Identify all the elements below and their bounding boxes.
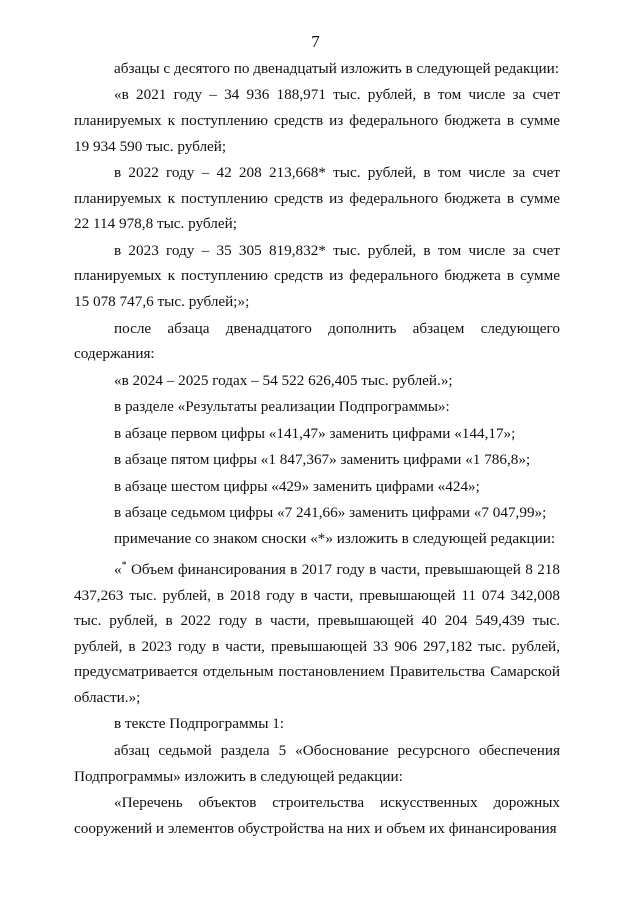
- footnote-open-quote: «: [114, 560, 122, 578]
- document-body: [74, 56, 560, 842]
- paragraph-sixth-figures: в абзаце шестом цифры «429» заменить цифрами «424»;: [114, 477, 480, 495]
- paragraph-after-twelfth: после абзаца двенадцатого дополнить абзацем следующего содержания:: [74, 319, 560, 363]
- paragraph-subprogram-text: в тексте Подпрограммы 1:: [114, 715, 285, 733]
- paragraph-1: абзацы с десятого по двенадцатый изложить в следующей редакции:: [114, 60, 559, 77]
- paragraph-2022: в 2022 году – 42 208 213,668* тыс. рублей, в том числе за счет планируемых к поступлению средств из федерального бюджета в сумме 22 114 978,8 тыс. рублей;: [74, 164, 560, 233]
- footnote-text: Объем финансирования в 2017 году в части, превышающей 8 218 437,263 тыс. рублей, в 2018 году в части, превышающей 11 074 342,008 тыс. рублей, в 2022 году в части, превышающей 40 204 549,439 тыс. рублей, в 2023 году в части, превышающей 33 906 297,182 тыс. рублей, предусматривается отдельным постановлением Правительства Самарской области.»;: [74, 560, 560, 706]
- paragraph-first-figures: в абзаце первом цифры «141,47» заменить цифрами «144,17»;: [114, 424, 516, 442]
- paragraph-seventh-figures: в абзаце седьмом цифры «7 241,66» заменить цифрами «7 047,99»;: [114, 504, 547, 521]
- paragraph-fifth-figures: в абзаце пятом цифры «1 847,367» заменить цифрами «1 786,8»;: [114, 451, 531, 469]
- paragraph-results-section: в разделе «Результаты реализации Подпрограммы»:: [114, 398, 450, 416]
- paragraph-2023: в 2023 году – 35 305 819,832* тыс. рублей, в том числе за счет планируемых к поступлению средств из федерального бюджета в сумме 15 078 747,6 тыс. рублей;»;: [74, 241, 560, 311]
- paragraph-2021: «в 2021 году – 34 936 188,971 тыс. рублей, в том числе за счет планируемых к поступлению средств из федерального бюджета в сумме 19 934 590 тыс. рублей;: [74, 86, 560, 155]
- footnote-paragraph: [74, 553, 560, 711]
- paragraph-2024-2025: «в 2024 – 2025 годах – 54 522 626,405 тыс. рублей.»;: [114, 371, 453, 389]
- paragraph-objects-list: «Перечень объектов строительства искусственных дорожных сооружений и элементов обустройства на них и объем их финансирования: [74, 793, 560, 837]
- footnote-mark: *: [121, 559, 127, 571]
- paragraph-footnote-note: примечание со знаком сноски «*» изложить в следующей редакции:: [114, 530, 556, 548]
- page-number: 7: [311, 32, 320, 51]
- paragraph-section-5: абзац седьмой раздела 5 «Обоснование ресурсного обеспечения Подпрограммы» изложить в следующей редакции:: [74, 741, 560, 785]
